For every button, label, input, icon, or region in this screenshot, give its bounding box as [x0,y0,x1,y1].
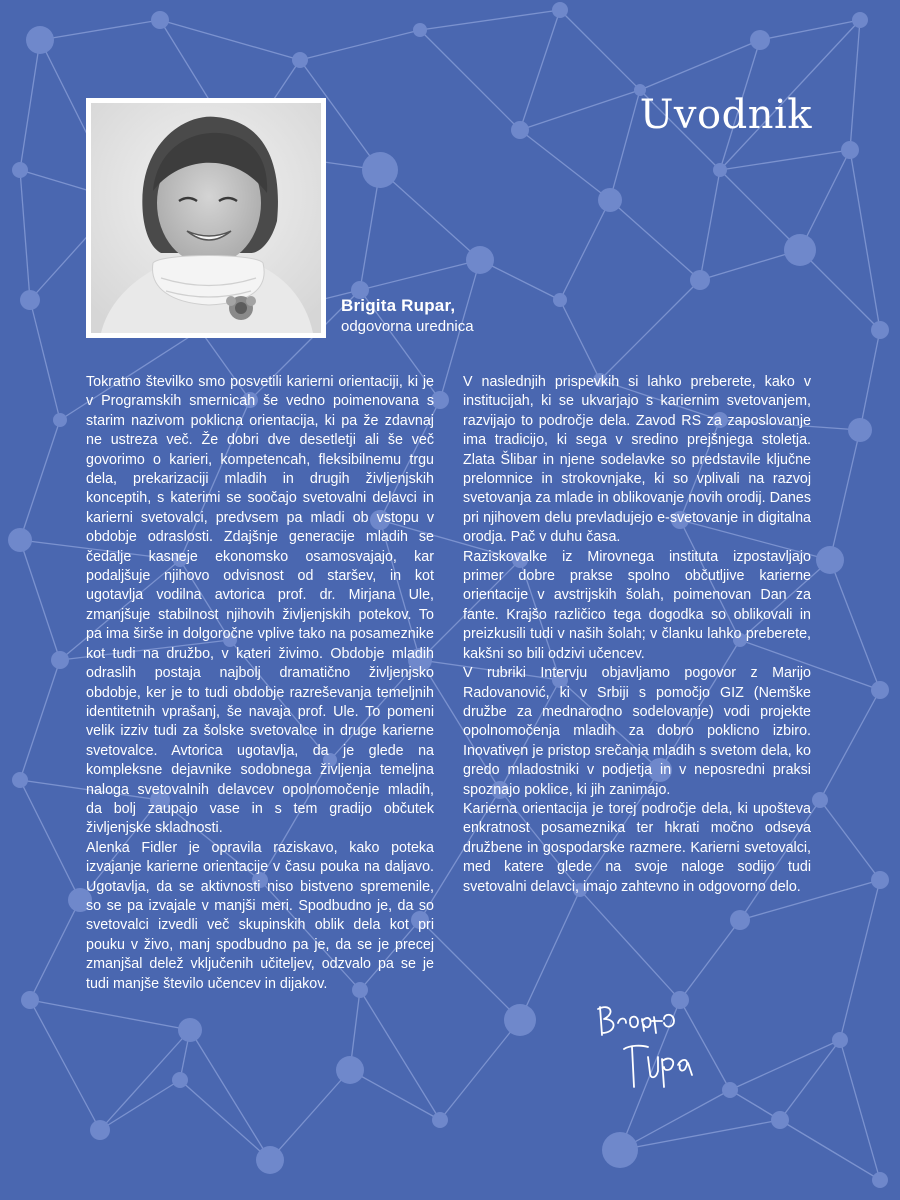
paragraph: V naslednjih prispevkih si lahko preberete, kako v institucijah, ki se ukvarjajo s kariernim svetovanjem, razvijajo to področje dela. Zavod RS za zaposlovanje ima tradicijo, ki sega v sredino prejšnjega stoletja. Zlata Šlibar in njene sodelavke so predstavile ključne prelomnice in strokovnjake, ki so vplivali na razvoj svetovanja za mlade in oblikovanje novih orodij. Danes pri njihovem delu prevladujejo e-svetovanje in digitalna orodja. Pač v duhu časa. [463,374,811,546]
network-line [640,40,760,90]
network-node [784,234,816,266]
network-line [730,1040,840,1090]
paragraph: V rubriki Intervju objavljamo pogovor z Marijo Radovanović, ki v Srbiji s pomočjo GIZ (Nemške družbe za mednarodno sodelovanje) vodi projekte opolnomočenja mladih za dobro poklicno izbiro. Inovativen je pristop srečanja mladih s svetom dela, ko gredo mladostniki v podjetja in v neposredni praksi spoznajo poklice, ki jih zanimajo. [463,665,811,798]
network-node [413,23,427,37]
network-line [780,1040,840,1120]
network-line [420,920,520,1020]
network-line [830,560,880,690]
network-node [151,11,169,29]
network-line [300,30,420,60]
network-line [800,250,880,330]
network-node [848,418,872,442]
network-node [816,546,844,574]
network-node [553,293,567,307]
network-node [730,910,750,930]
article-column-right [463,373,811,897]
network-line [20,780,80,900]
network-line [40,20,160,40]
network-node [26,26,54,54]
network-line [270,1070,350,1160]
network-node [466,246,494,274]
network-node [552,2,568,18]
network-line [680,920,740,1000]
network-line [180,1080,270,1160]
network-node [504,1004,536,1036]
network-line [520,90,640,130]
network-line [360,990,440,1120]
network-line [820,690,880,800]
network-line [420,10,560,30]
paragraph: Raziskovalke iz Mirovnega instituta izpostavljajo primer dobre prakse spolno občutljive karierne orientacije v avstrijskih šolah, poimenovan Dan za fante. Krajšo različico tega dogodka so oblikovali in preizkusili tudi v naših šolah; v članku lahko preberete, kakšni so bili odzivi učencev. [463,548,811,662]
portrait-photo [91,103,321,333]
author-name: Brigita Rupar [341,296,451,315]
network-node [812,792,828,808]
network-line [610,200,700,280]
network-line [560,200,610,300]
network-node [871,321,889,339]
network-line [360,170,380,290]
network-node [511,121,529,139]
network-line [700,170,720,280]
paragraph: Karierna orientacija je torej področje dela, ki upošteva enkratnost posameznika ter hkrati močno odseva družbene in gospodarske razmere. Karierni svetovalci, med katere glede na svoje naloge sodijo tudi svetovalni delavci, imajo zahtevno in odgovorno delo. [463,800,811,895]
article-column-left [86,373,434,994]
network-node [256,1146,284,1174]
network-node [602,1132,638,1168]
network-line [560,10,640,90]
network-line [620,1090,730,1150]
network-node [832,1032,848,1048]
network-node [852,12,868,28]
network-node [8,528,32,552]
network-node [90,1120,110,1140]
network-line [610,90,640,200]
network-node [871,681,889,699]
network-line [350,1070,440,1120]
author-caption [341,296,474,335]
network-node [750,30,770,50]
network-line [30,1000,100,1130]
network-node [178,1018,202,1042]
network-line [20,170,30,300]
network-line [30,1000,190,1030]
network-node [432,1112,448,1128]
network-line [840,880,880,1040]
network-line [520,10,560,130]
network-node [20,290,40,310]
network-line [620,1120,780,1150]
network-node [690,270,710,290]
network-line [190,1030,270,1160]
network-line [20,420,60,540]
network-node [53,413,67,427]
page-title: Uvodnik [639,92,812,138]
network-node [872,1172,888,1188]
network-line [440,1020,520,1120]
paragraph: Tokratno številko smo posvetili karierni orientaciji, ki je v Programskih smernicah še vedno poimenovana s starim nazivom poklicna orientacija, ki pa že zdavnaj ne ustreza več. Že dobri dve desetletji ali še več govorimo o karieri, kompetencah, fleksibilnemu trgu dela, prekarizaciji mladih in drugih življenjskih konceptih, s katerimi se soočajo svetovalni delavci in karierni svetovalci, predvsem pa mladi ob vstopu v obdobje odraslosti. Zdajšnje generacije mladih se čedalje kasneje ekonomsko osamosvajajo, kar podaljšuje njihovo odvisnost od staršev, in kot ugotavlja vodilna avtorica prof. dr. Mirjana Ule, zmanjšuje stabilnost njihovih življenjskih potekov. To pa ima širše in dolgoročne vplive tako na posameznike kot tudi na družbo, v kateri živimo. Obdobje mladih odraslih postaja najbolj dramatično življenjsko obdobje, ker je to tudi obdobje razreševanja temeljnih identitetnih vprašanj, še navaja prof. Ule. To pomeni velik izziv tudi za šolske svetovalce in druge karierne svetovalce. Avtorica ugotavlja, da je glede na kompleksne dejavnike sodobnega življenja temeljna naloga svetovalnih delavcev opolnomočenje mladih, da bolj zaupajo vase in s tem gradijo občutek življenjske skladnosti. [86,374,434,837]
network-line [360,260,480,290]
network-node [172,1072,188,1088]
network-line [20,40,40,170]
network-line [850,150,880,330]
network-line [520,890,580,1020]
network-line [30,900,80,1000]
network-node [12,772,28,788]
network-line [820,800,880,880]
network-line [520,130,610,200]
network-line [830,430,860,560]
paragraph: Alenka Fidler je opravila raziskavo, kako poteka izvajanje karierne orientacije v času pouka na daljavo. Ugotavlja, da se aktivnosti niso bistveno spremenile, so se pa izvajale v manjši meri. Spodbudno je, da so svetovalci izvedli več skupinskih oblik dela kot pri pouku v živo, manj spodbudno pa je, da se je precej zmanjšal delež vključenih učiteljev, odzvalo pa se je tudi manjše število učencev in dijakov. [86,839,434,992]
network-node [51,651,69,669]
network-line [420,30,520,130]
network-node [598,188,622,212]
network-line [20,660,60,780]
network-line [560,300,600,380]
network-node [713,163,727,177]
network-line [600,280,700,380]
author-name-comma: , [450,296,456,315]
network-line [30,300,60,420]
network-line [580,890,680,1000]
network-line [860,330,880,430]
network-line [800,150,850,250]
author-role: odgovorna urednica [341,318,474,335]
network-line [720,170,800,250]
network-line [850,20,860,150]
network-node [771,1111,789,1129]
network-line [20,540,60,660]
network-node [21,991,39,1009]
network-line [380,170,480,260]
handwritten-signature-icon [590,995,710,1090]
network-node [871,871,889,889]
network-line [100,1080,180,1130]
network-node [12,162,28,178]
network-line [720,150,850,170]
network-node [841,141,859,159]
network-node [292,52,308,68]
network-node [336,1056,364,1084]
network-node [722,1082,738,1098]
author-portrait [86,98,326,338]
network-node [362,152,398,188]
